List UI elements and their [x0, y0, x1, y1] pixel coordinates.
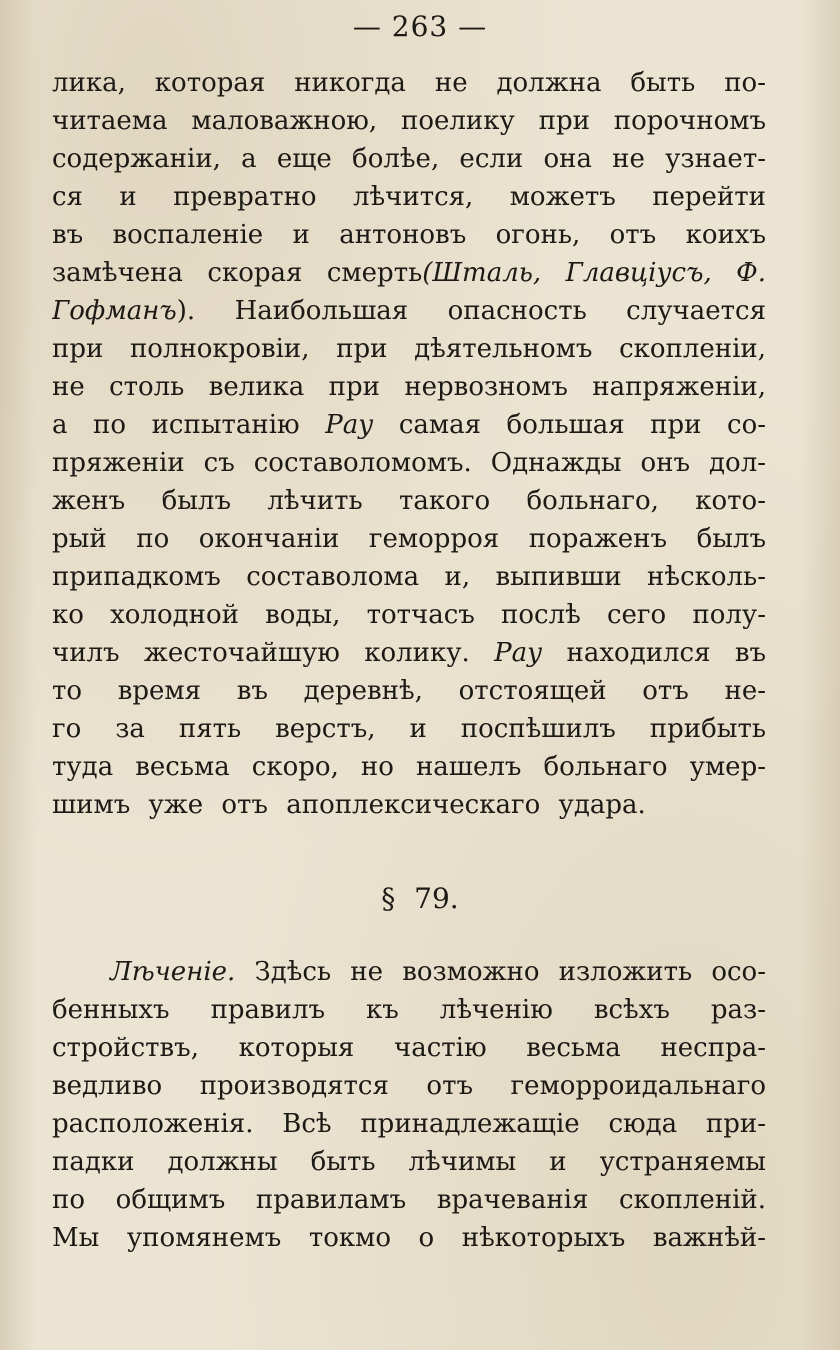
paragraph-1 [52, 64, 766, 824]
text-line-lead [52, 953, 766, 991]
text-line: не столь велика при нервозномъ напряженіи, [52, 372, 766, 402]
text-line: рый по окончаніи геморроя пораженъ былъ [52, 524, 766, 554]
text-line: падки должны быть лѣчимы и устраняемы [52, 1147, 766, 1177]
paragraph-2 [52, 953, 766, 1257]
author-name-rau: Рау [325, 410, 374, 440]
text-line: въ воспаленіе и антоновъ огонь, отъ коихъ [52, 220, 766, 250]
text-line-citation [52, 254, 766, 292]
text-line: туда весьма скоро, но нашелъ больнаго умер- [52, 752, 766, 782]
text-line: лика, которая никогда не должна быть по- [52, 68, 766, 98]
text-line: бенныхъ правилъ къ лѣченію всѣхъ раз- [52, 995, 766, 1025]
text-fragment: а по испытанію [52, 410, 300, 440]
text-fragment: шимъ уже отъ апоплексическаго удара. [52, 790, 646, 820]
text-line [52, 786, 766, 824]
text-line: содержаніи, а еще болѣе, если она не узнает- [52, 144, 766, 174]
lead-word: Лѣченіе. [110, 957, 236, 987]
text-line: женъ былъ лѣчить такого больнаго, кото- [52, 486, 766, 516]
text-line-rau [52, 406, 766, 444]
text-line: го за пять верстъ, и поспѣшилъ прибыть [52, 714, 766, 744]
text-line-rau [52, 634, 766, 672]
text-line: расположенія. Всѣ принадлежащіе сюда при- [52, 1109, 766, 1139]
text-line: то время въ деревнѣ, отстоящей отъ не- [52, 676, 766, 706]
text-fragment: самая большая при со- [398, 410, 766, 440]
text-line: пряженіи съ составоломомъ. Однажды онъ дол- [52, 448, 766, 478]
text-fragment: ). Наибольшая опасность случается [176, 296, 766, 326]
citation-authors: (Шталь, Главціусъ, Ф. [422, 258, 766, 288]
text-fragment: чилъ жесточайшую колику. [52, 638, 470, 668]
text-line: стройствъ, которыя частію весьма неспра- [52, 1033, 766, 1063]
text-line: ся и превратно лѣчится, можетъ перейти [52, 182, 766, 212]
text-line-citation-end [52, 292, 766, 330]
text-line: читаема маловажною, поелику при порочномъ [52, 106, 766, 136]
text-line: Мы упомянемъ токмо о нѣкоторыхъ важнѣй- [52, 1223, 766, 1253]
text-line: по общимъ правиламъ врачеванія скопленій. [52, 1185, 766, 1215]
author-name-rau: Рау [494, 638, 543, 668]
text-line: припадкомъ составолома и, выпивши нѣсколь- [52, 562, 766, 592]
page-number: — 263 — [352, 10, 488, 43]
text-line: при полнокровіи, при дѣятельномъ скопленіи, [52, 334, 766, 364]
text-line: ведливо производятся отъ геморроидальнаго [52, 1071, 766, 1101]
text-fragment: замѣчена скорая смерть [52, 258, 423, 288]
section-heading: § 79. [381, 882, 459, 915]
text-fragment: Здѣсь не возможно изложить осо- [254, 957, 766, 987]
citation-author-hofmann: Гофманъ [52, 296, 177, 326]
text-line: ко холодной воды, тотчасъ послѣ сего полу- [52, 600, 766, 630]
text-fragment: находился въ [566, 638, 766, 668]
